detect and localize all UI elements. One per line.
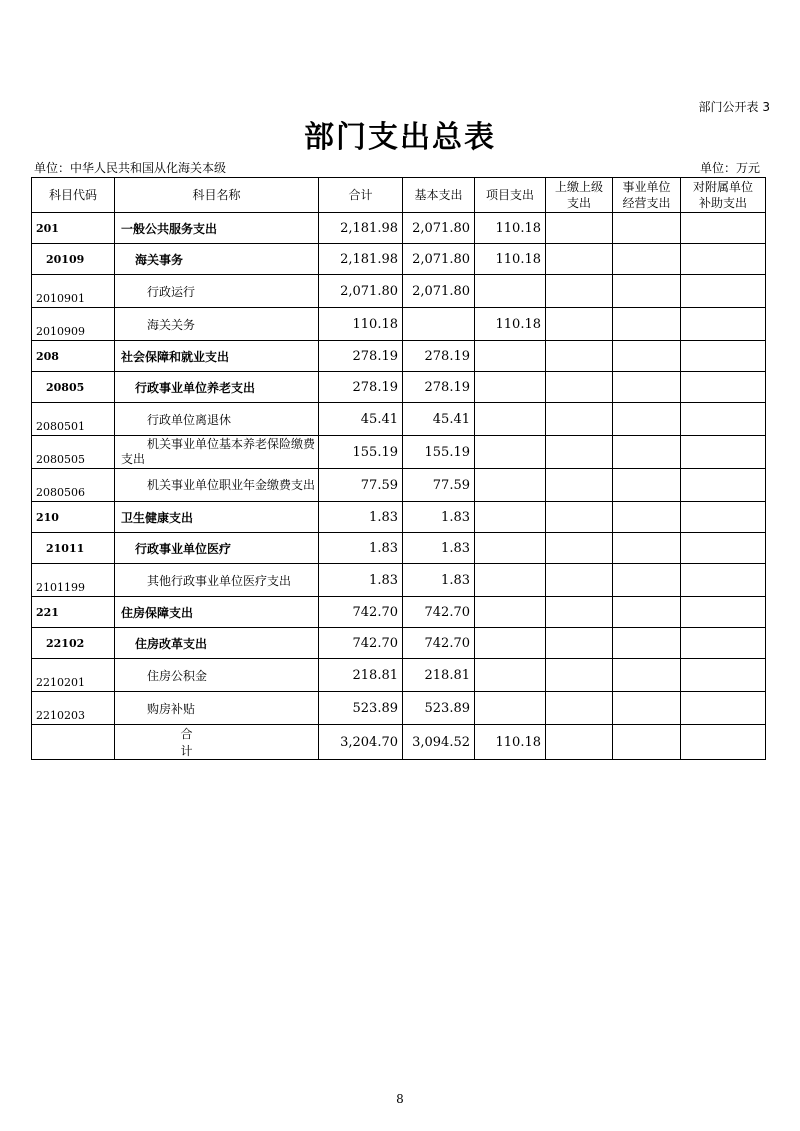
row-upper xyxy=(546,275,613,308)
row-project xyxy=(475,469,546,502)
row-upper xyxy=(546,659,613,692)
row-name: 行政事业单位养老支出 xyxy=(115,372,319,403)
row-total: 1.83 xyxy=(319,564,403,597)
col-header-total: 合计 xyxy=(319,178,403,213)
row-subsidy xyxy=(681,533,766,564)
row-basic: 742.70 xyxy=(403,597,475,628)
col-header-upper: 上缴上级支出 xyxy=(546,178,613,213)
row-business xyxy=(613,213,681,244)
row-business xyxy=(613,308,681,341)
row-code: 2101199 xyxy=(32,564,115,597)
row-upper xyxy=(546,628,613,659)
row-upper xyxy=(546,469,613,502)
table-body xyxy=(32,213,766,725)
row-upper xyxy=(546,244,613,275)
row-code: 2010909 xyxy=(32,308,115,341)
row-subsidy xyxy=(681,244,766,275)
row-project: 110.18 xyxy=(475,244,546,275)
row-business xyxy=(613,659,681,692)
row-total: 155.19 xyxy=(319,436,403,469)
row-name: 海关关务 xyxy=(115,308,319,341)
row-code: 201 xyxy=(32,213,115,244)
row-total: 742.70 xyxy=(319,628,403,659)
col-header-subsidy: 对附属单位补助支出 xyxy=(681,178,766,213)
row-total: 77.59 xyxy=(319,469,403,502)
row-code: 22102 xyxy=(32,628,115,659)
row-subsidy xyxy=(681,436,766,469)
row-subsidy xyxy=(681,341,766,372)
row-code: 2210203 xyxy=(32,692,115,725)
row-basic: 523.89 xyxy=(403,692,475,725)
row-project: 110.18 xyxy=(475,308,546,341)
row-upper xyxy=(546,341,613,372)
row-code: 20805 xyxy=(32,372,115,403)
row-total: 218.81 xyxy=(319,659,403,692)
row-upper xyxy=(546,403,613,436)
col-header-name: 科目名称 xyxy=(115,178,319,213)
row-code: 208 xyxy=(32,341,115,372)
row-total: 45.41 xyxy=(319,403,403,436)
row-basic: 2,071.80 xyxy=(403,213,475,244)
row-upper xyxy=(546,436,613,469)
total-sum: 3,204.70 xyxy=(319,725,403,760)
total-code-cell xyxy=(32,725,115,760)
row-upper xyxy=(546,213,613,244)
row-code: 210 xyxy=(32,502,115,533)
row-subsidy xyxy=(681,372,766,403)
table-row xyxy=(32,244,766,275)
row-project xyxy=(475,341,546,372)
row-business xyxy=(613,502,681,533)
col-header-basic: 基本支出 xyxy=(403,178,475,213)
row-business xyxy=(613,533,681,564)
row-business xyxy=(613,692,681,725)
row-code: 2080505 xyxy=(32,436,115,469)
row-basic: 278.19 xyxy=(403,341,475,372)
row-project xyxy=(475,597,546,628)
row-code: 21011 xyxy=(32,533,115,564)
row-subsidy xyxy=(681,469,766,502)
table-row xyxy=(32,372,766,403)
row-name: 海关事务 xyxy=(115,244,319,275)
row-business xyxy=(613,403,681,436)
row-project xyxy=(475,692,546,725)
row-subsidy xyxy=(681,692,766,725)
table-row xyxy=(32,275,766,308)
row-project xyxy=(475,372,546,403)
row-project xyxy=(475,502,546,533)
row-basic: 1.83 xyxy=(403,533,475,564)
row-total: 523.89 xyxy=(319,692,403,725)
row-basic: 155.19 xyxy=(403,436,475,469)
row-name: 社会保障和就业支出 xyxy=(115,341,319,372)
total-subsidy xyxy=(681,725,766,760)
total-project: 110.18 xyxy=(475,725,546,760)
table-row xyxy=(32,597,766,628)
table-row xyxy=(32,436,766,469)
page-title: 部门支出总表 xyxy=(304,120,496,155)
row-total: 742.70 xyxy=(319,597,403,628)
row-total: 278.19 xyxy=(319,341,403,372)
row-name: 卫生健康支出 xyxy=(115,502,319,533)
total-basic: 3,094.52 xyxy=(403,725,475,760)
table-row xyxy=(32,692,766,725)
row-subsidy xyxy=(681,275,766,308)
col-header-business: 事业单位经营支出 xyxy=(613,178,681,213)
row-upper xyxy=(546,533,613,564)
expenditure-table xyxy=(31,177,766,760)
row-business xyxy=(613,436,681,469)
row-total: 2,181.98 xyxy=(319,244,403,275)
row-basic: 2,071.80 xyxy=(403,244,475,275)
row-total: 278.19 xyxy=(319,372,403,403)
row-business xyxy=(613,244,681,275)
row-upper xyxy=(546,564,613,597)
row-basic: 77.59 xyxy=(403,469,475,502)
row-subsidy xyxy=(681,659,766,692)
row-project xyxy=(475,659,546,692)
row-basic: 1.83 xyxy=(403,502,475,533)
row-subsidy xyxy=(681,502,766,533)
row-project xyxy=(475,628,546,659)
table-row xyxy=(32,533,766,564)
page-number: 8 xyxy=(396,1092,404,1106)
col-header-code: 科目代码 xyxy=(32,178,115,213)
table-header-row xyxy=(32,178,766,213)
table-row xyxy=(32,308,766,341)
row-total: 1.83 xyxy=(319,533,403,564)
row-name: 机关事业单位职业年金缴费支出 xyxy=(115,469,319,502)
row-total: 2,181.98 xyxy=(319,213,403,244)
row-name: 行政运行 xyxy=(115,275,319,308)
row-name: 住房公积金 xyxy=(115,659,319,692)
row-project xyxy=(475,275,546,308)
table-row xyxy=(32,502,766,533)
row-upper xyxy=(546,502,613,533)
row-name: 购房补贴 xyxy=(115,692,319,725)
row-business xyxy=(613,564,681,597)
row-project xyxy=(475,564,546,597)
row-code: 221 xyxy=(32,597,115,628)
table-row xyxy=(32,628,766,659)
table-id: 部门公开表 3 xyxy=(698,100,770,114)
row-total: 110.18 xyxy=(319,308,403,341)
row-code: 2210201 xyxy=(32,659,115,692)
row-name: 住房保障支出 xyxy=(115,597,319,628)
row-name: 行政单位离退休 xyxy=(115,403,319,436)
row-business xyxy=(613,469,681,502)
total-business xyxy=(613,725,681,760)
row-basic xyxy=(403,308,475,341)
row-subsidy xyxy=(681,597,766,628)
row-subsidy xyxy=(681,628,766,659)
row-basic: 1.83 xyxy=(403,564,475,597)
row-name: 住房改革支出 xyxy=(115,628,319,659)
table-row xyxy=(32,469,766,502)
row-subsidy xyxy=(681,308,766,341)
row-basic: 2,071.80 xyxy=(403,275,475,308)
row-subsidy xyxy=(681,403,766,436)
row-upper xyxy=(546,597,613,628)
row-basic: 218.81 xyxy=(403,659,475,692)
row-basic: 45.41 xyxy=(403,403,475,436)
row-project: 110.18 xyxy=(475,213,546,244)
row-business xyxy=(613,597,681,628)
row-total: 1.83 xyxy=(319,502,403,533)
row-business xyxy=(613,341,681,372)
table-row xyxy=(32,341,766,372)
row-name: 行政事业单位医疗 xyxy=(115,533,319,564)
total-upper xyxy=(546,725,613,760)
row-upper xyxy=(546,308,613,341)
row-business xyxy=(613,372,681,403)
unit-currency-label: 单位：万元 xyxy=(699,161,760,175)
table-row xyxy=(32,213,766,244)
total-label: 合 计 xyxy=(115,725,319,760)
row-basic: 742.70 xyxy=(403,628,475,659)
row-name: 机关事业单位基本养老保险缴费支出 xyxy=(115,436,319,469)
row-project xyxy=(475,403,546,436)
row-project xyxy=(475,436,546,469)
row-business xyxy=(613,628,681,659)
total-row xyxy=(32,725,766,760)
row-upper xyxy=(546,692,613,725)
row-business xyxy=(613,275,681,308)
unit-org-label: 单位：中华人民共和国从化海关本级 xyxy=(34,161,227,175)
row-code: 2080506 xyxy=(32,469,115,502)
table-row xyxy=(32,564,766,597)
row-subsidy xyxy=(681,213,766,244)
row-basic: 278.19 xyxy=(403,372,475,403)
row-project xyxy=(475,533,546,564)
table-row xyxy=(32,659,766,692)
table-row xyxy=(32,403,766,436)
row-subsidy xyxy=(681,564,766,597)
row-total: 2,071.80 xyxy=(319,275,403,308)
row-upper xyxy=(546,372,613,403)
col-header-project: 项目支出 xyxy=(475,178,546,213)
row-code: 2080501 xyxy=(32,403,115,436)
row-code: 20109 xyxy=(32,244,115,275)
row-name: 其他行政事业单位医疗支出 xyxy=(115,564,319,597)
row-name: 一般公共服务支出 xyxy=(115,213,319,244)
row-code: 2010901 xyxy=(32,275,115,308)
